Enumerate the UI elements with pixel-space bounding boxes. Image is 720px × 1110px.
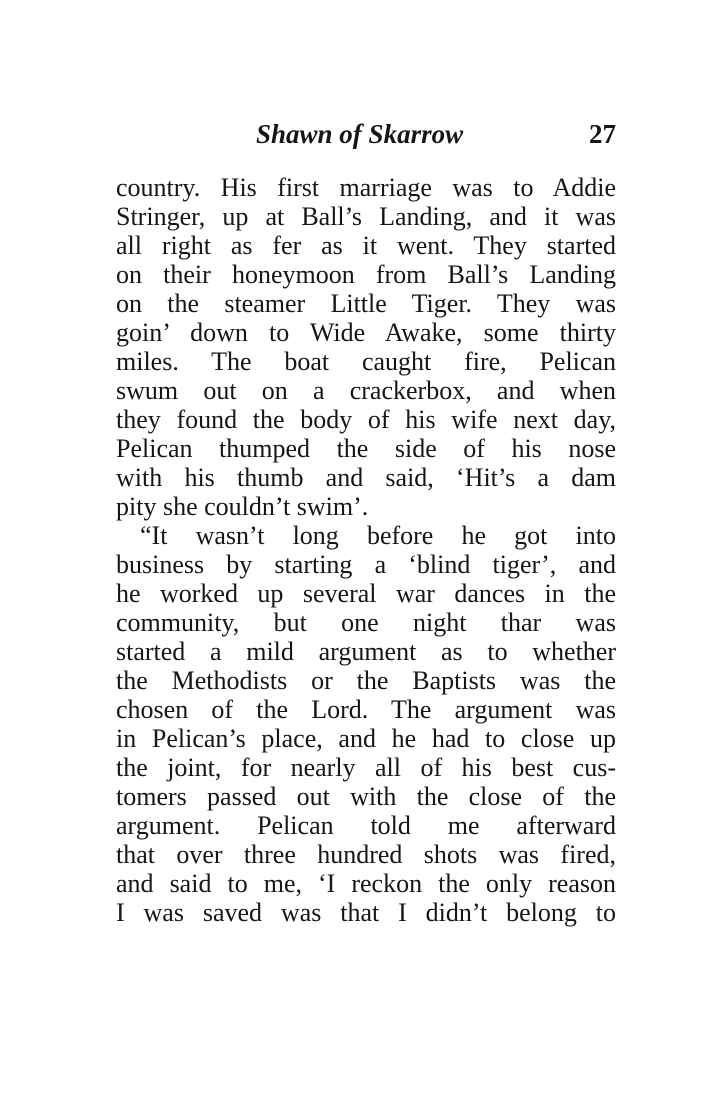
text-line: chosen of the Lord. The argument was [116, 695, 616, 724]
text-line: community, but one night thar was [116, 608, 616, 637]
text-line: and said to me, ‘I reckon the only reason [116, 869, 616, 898]
text-line: business by starting a ‘blind tiger’, and [116, 550, 616, 579]
text-line: that over three hundred shots was fired, [116, 840, 616, 869]
text-line: the Methodists or the Baptists was the [116, 666, 616, 695]
text-line: I was saved was that I didn’t belong to [116, 898, 616, 927]
text-line: swum out on a crackerbox, and when [116, 376, 616, 405]
text-line: in Pelican’s place, and he had to close up [116, 724, 616, 753]
text-line: pity she couldn’t swim’. [116, 492, 369, 521]
text-line: tomers passed out with the close of the [116, 782, 616, 811]
running-title: Shawn of Skarrow [256, 119, 464, 149]
text-line: Pelican thumped the side of his nose [116, 434, 616, 463]
text-line: “It wasn’t long before he got into [140, 521, 616, 550]
text-line: started a mild argument as to whether [116, 637, 616, 666]
text-line: all right as fer as it went. They started [116, 231, 616, 260]
text-line: with his thumb and said, ‘Hit’s a dam [116, 463, 616, 492]
text-line: miles. The boat caught fire, Pelican [116, 347, 616, 376]
body-text [116, 173, 616, 927]
text-line: they found the body of his wife next day, [116, 405, 616, 434]
text-line: on their honeymoon from Ball’s Landing [116, 260, 616, 289]
text-line: the joint, for nearly all of his best cus- [116, 753, 616, 782]
text-line: country. His first marriage was to Addie [116, 173, 616, 202]
text-line: Stringer, up at Ball’s Landing, and it was [116, 202, 616, 231]
text-line: he worked up several war dances in the [116, 579, 616, 608]
text-line: goin’ down to Wide Awake, some thirty [116, 318, 616, 347]
paragraph-2 [116, 521, 616, 927]
text-line: on the steamer Little Tiger. They was [116, 289, 616, 318]
page-number: 27 [589, 119, 616, 149]
paragraph-1 [116, 173, 616, 521]
text-line: argument. Pelican told me afterward [116, 811, 616, 840]
